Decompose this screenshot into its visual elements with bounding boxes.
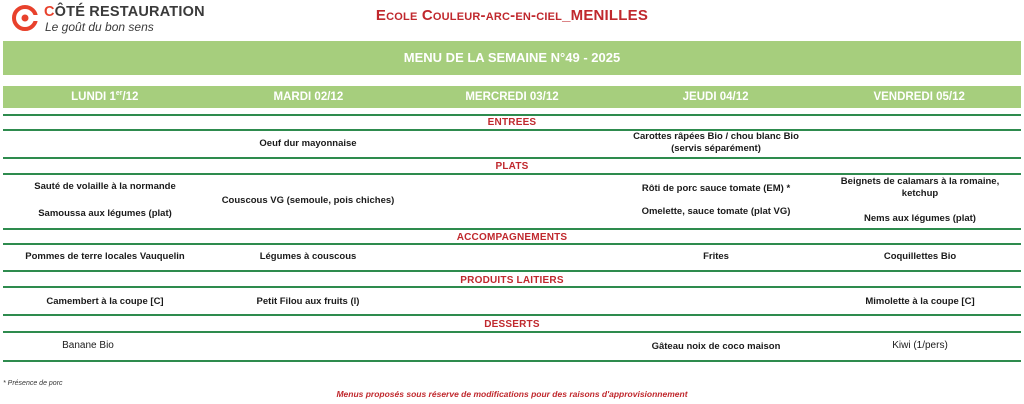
days-header	[3, 86, 1021, 108]
day-header-jeudi: JEUDI 04/12	[682, 91, 749, 103]
plat-jeudi-1: Rôti de porc sauce tomate (EM) *	[641, 183, 791, 194]
brand-tagline: Le goût du bon sens	[45, 20, 154, 34]
dessert-vendredi: Kiwi (1/pers)	[892, 340, 948, 351]
day-header-vendredi: VENDREDI 05/12	[873, 91, 965, 103]
laitier-mardi: Petit Filou aux fruits (l)	[256, 296, 360, 307]
brand-name: CÔTÉ RESTAURATION	[44, 4, 205, 20]
plat-lundi-1: Sauté de volaille à la normande	[34, 181, 176, 192]
section-title-entrees: ENTREES	[487, 117, 537, 128]
laitier-lundi: Camembert à la coupe [C]	[46, 296, 164, 307]
accompagnement-vendredi: Coquillettes Bio	[883, 251, 957, 262]
dessert-lundi: Banane Bio	[62, 340, 114, 351]
day-header-mardi: MARDI 02/12	[273, 91, 344, 103]
section-title-desserts: DESSERTS	[484, 319, 540, 330]
divider	[3, 129, 1021, 131]
plat-lundi-2: Samoussa aux légumes (plat)	[38, 208, 172, 219]
divider	[3, 157, 1021, 159]
dessert-jeudi: Gâteau noix de coco maison	[651, 341, 781, 352]
divider	[3, 243, 1021, 245]
divider	[3, 228, 1021, 230]
entree-mardi: Oeuf dur mayonnaise	[259, 138, 357, 149]
divider	[3, 173, 1021, 175]
section-title-accompagnements: ACCOMPAGNEMENTS	[456, 232, 568, 243]
divider	[3, 314, 1021, 316]
accompagnement-jeudi: Frites	[703, 251, 729, 262]
accompagnement-mardi: Légumes à couscous	[259, 251, 357, 262]
entree-jeudi: Carottes râpées Bio / chou blanc Bio (servis séparément)	[633, 131, 799, 154]
disclaimer: Menus proposés sous réserve de modifications pour des raisons d'approvisionnement	[336, 389, 688, 399]
school-title: Ecole Couleur-arc-en-ciel_MENILLES	[375, 7, 649, 24]
divider	[3, 114, 1021, 116]
plat-jeudi-2: Omelette, sauce tomate (plat VG)	[641, 206, 791, 217]
section-title-produits-laitiers: PRODUITS LAITIERS	[460, 275, 564, 286]
plat-vendredi-1: Beignets de calamars à la romaine, ketchup	[840, 176, 1000, 199]
plat-vendredi-2: Nems aux légumes (plat)	[864, 213, 976, 224]
section-title-plats: PLATS	[495, 161, 529, 172]
day-header-lundi: LUNDI 1er/12	[71, 90, 139, 103]
footnote: * Présence de porc	[3, 380, 63, 387]
menu-title: MENU DE LA SEMAINE N°49 - 2025	[3, 41, 1021, 75]
plat-mardi: Couscous VG (semoule, pois chiches)	[221, 195, 395, 206]
laitier-vendredi: Mimolette à la coupe [C]	[865, 296, 975, 307]
accompagnement-lundi: Pommes de terre locales Vauquelin	[25, 251, 185, 262]
divider	[3, 360, 1021, 362]
divider	[3, 270, 1021, 272]
divider	[3, 331, 1021, 333]
day-header-mercredi: MERCREDI 03/12	[465, 91, 559, 103]
divider	[3, 286, 1021, 288]
